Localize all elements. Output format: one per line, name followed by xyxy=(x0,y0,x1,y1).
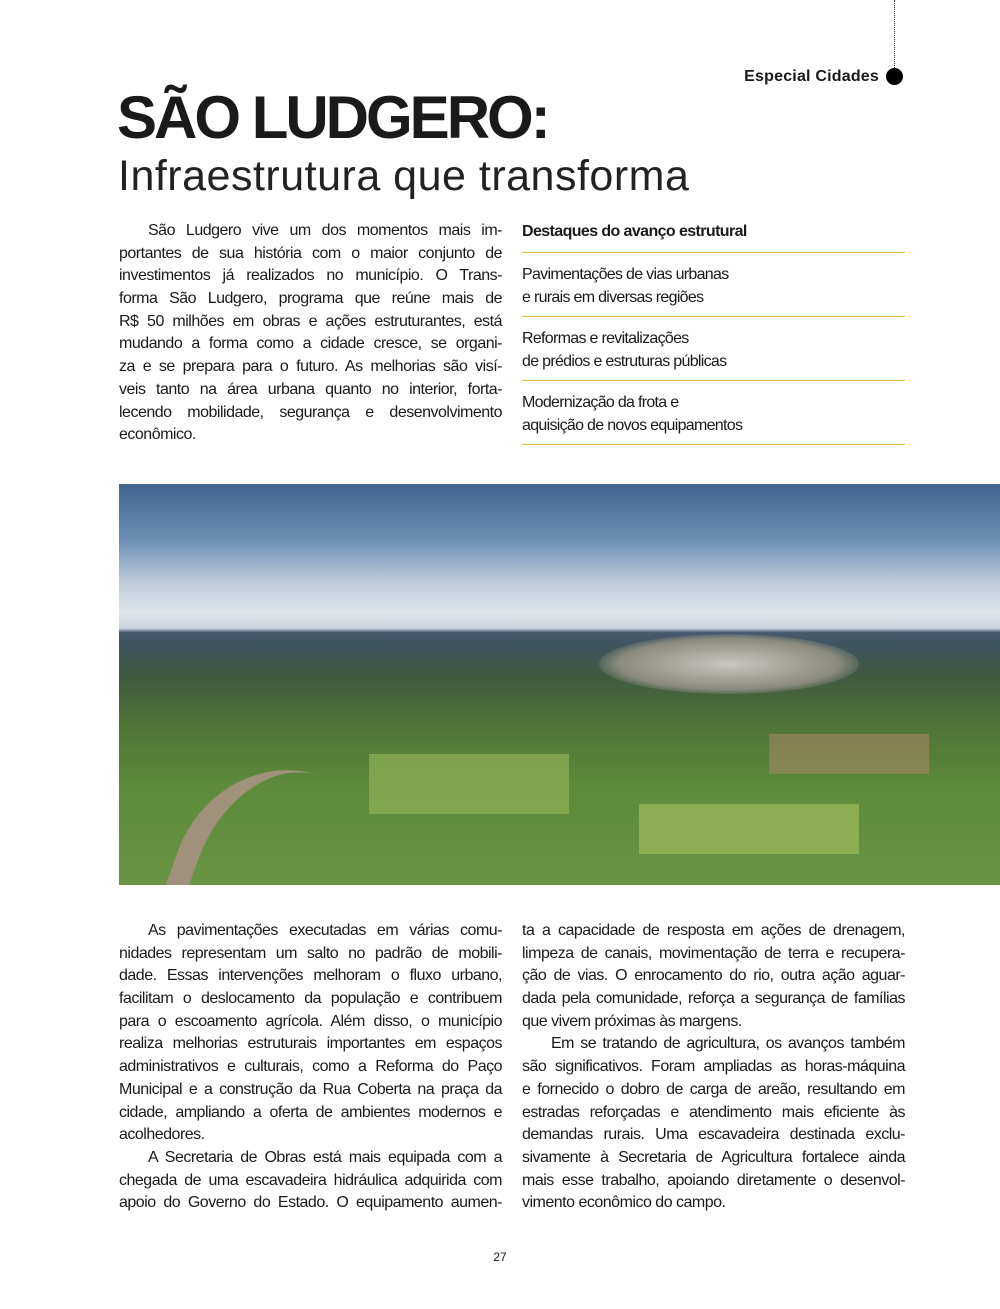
highlights-box xyxy=(522,220,905,445)
section-label: Especial Cidades xyxy=(744,68,879,85)
text-line: ta a capacidade de resposta em ações de drenagem, xyxy=(522,922,905,939)
intro-paragraph xyxy=(119,220,502,447)
text-line: portantes de sua história com o maior conjunto de xyxy=(119,244,502,262)
text-line: dada pela comunidade, reforça a segurança de famílias xyxy=(522,990,905,1008)
text-line: za e se prepara para o futuro. As melhorias são visí- xyxy=(119,358,502,376)
highlight-item xyxy=(522,253,905,317)
highlight-line: Modernização da frota e xyxy=(522,394,679,411)
text-line: forma São Ludgero, programa que reúne mais de xyxy=(119,290,502,308)
text-line: As pavimentações executadas em várias comu- xyxy=(148,922,502,939)
text-line: lecendo mobilidade, segurança e desenvolvimento xyxy=(119,403,502,421)
highlight-line: e rurais em diversas regiões xyxy=(522,289,704,306)
text-line: ção de vias. O enrocamento do rio, outra ação aguar- xyxy=(522,967,905,985)
text-line: estradas reforçadas e atendimento mais eficiente às xyxy=(522,1103,905,1121)
text-line: administrativos e culturais, como a Reforma do Paço xyxy=(119,1058,502,1076)
text-line: apoio do Governo do Estado. O equipamento aumen- xyxy=(119,1194,502,1212)
page-subtitle: Infraestrutura que transforma xyxy=(118,152,690,200)
highlights-title: Destaques do avanço estrutural xyxy=(522,220,905,253)
text-line: econômico. xyxy=(119,426,196,444)
text-line: mudando a forma como a cidade cresce, se organi- xyxy=(119,335,502,353)
page-number: 27 xyxy=(493,1250,507,1264)
text-line: São Ludgero vive um dos momentos mais im- xyxy=(148,222,502,239)
text-line: sivamente à Secretaria de Agricultura fortalece ainda xyxy=(522,1148,905,1166)
text-line: e fornecido o dobro de carga de areão, resultando em xyxy=(522,1080,905,1098)
text-line: nidades representam um salto no padrão de mobili- xyxy=(119,944,502,962)
highlight-item xyxy=(522,381,905,445)
page-title: SÃO LUDGERO: xyxy=(117,84,548,151)
text-line: mais esse trabalho, apoiando diretamente o desenvol- xyxy=(522,1171,905,1189)
body-column-left xyxy=(119,920,502,1215)
text-line: acolhedores. xyxy=(119,1126,205,1144)
text-line: limpeza de canais, movimentação de terra e recupera- xyxy=(522,944,905,962)
body-column-right xyxy=(522,920,905,1215)
text-line: A Secretaria de Obras está mais equipada com a xyxy=(148,1148,502,1166)
text-line: veis tanto na área urbana quanto no interior, forta- xyxy=(119,380,502,398)
text-line: realiza melhorias estruturais importantes em espaços xyxy=(119,1035,502,1053)
text-line: que vivem próximas às margens. xyxy=(522,1012,742,1030)
highlight-line: Pavimentações de vias urbanas xyxy=(522,266,729,283)
text-line: Em se tratando de agricultura, os avanços também xyxy=(551,1035,905,1053)
text-line: cidade, ampliando a oferta de ambientes modernos e xyxy=(119,1103,502,1121)
text-line: para o escoamento agrícola. Além disso, o município xyxy=(119,1012,502,1030)
section-dot-icon xyxy=(886,68,903,85)
text-line: chegada de uma escavadeira hidráulica adquirida com xyxy=(119,1171,502,1189)
aerial-city-photo xyxy=(119,484,1000,885)
text-line: Municipal e a construção da Rua Coberta na praça da xyxy=(119,1080,502,1098)
text-line: investimentos já realizados no município. O Trans- xyxy=(119,267,502,285)
text-line: facilitam o deslocamento da população e contribuem xyxy=(119,990,502,1008)
text-line: demandas rurais. Uma escavadeira destinada exclu- xyxy=(522,1126,905,1144)
text-line: dade. Essas intervenções melhoram o fluxo urbano, xyxy=(119,967,502,985)
highlight-line: Reformas e revitalizações xyxy=(522,330,689,347)
text-line: R$ 50 milhões em obras e ações estruturantes, está xyxy=(119,312,502,330)
text-line: vimento econômico do campo. xyxy=(522,1194,726,1212)
text-line: são significativos. Foram ampliadas as horas-máquina xyxy=(522,1058,905,1076)
dotted-line xyxy=(894,0,895,70)
highlight-line: aquisição de novos equipamentos xyxy=(522,417,743,434)
highlight-item xyxy=(522,317,905,381)
highlight-line: de prédios e estruturas públicas xyxy=(522,353,727,370)
